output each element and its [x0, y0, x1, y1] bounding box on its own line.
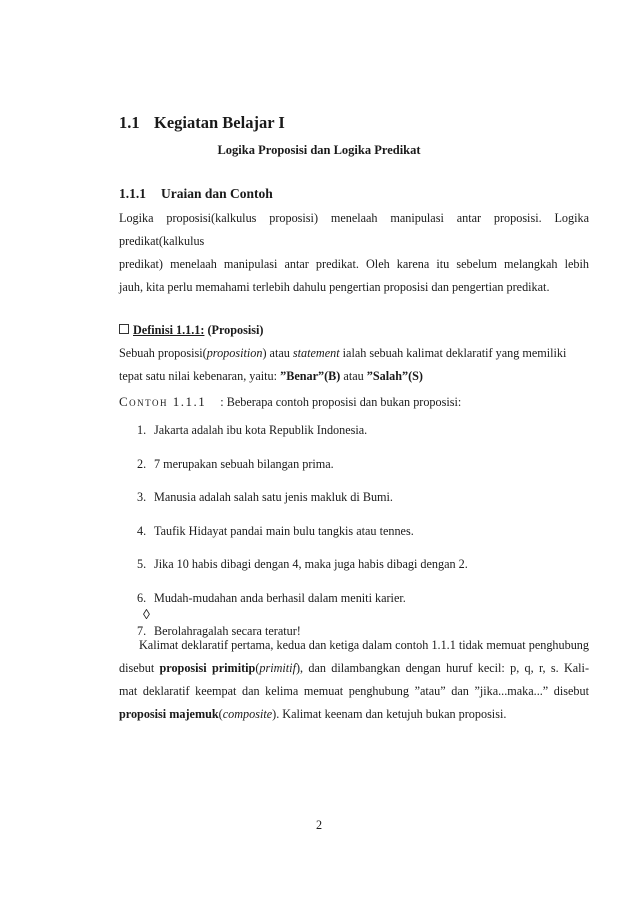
explanation-line: [119, 703, 589, 726]
definition-name: (Proposisi): [207, 323, 264, 337]
text: tepat satu nilai kebenaran, yaitu:: [119, 369, 281, 383]
intro-line: predikat) menelaah manipulasi antar predikat. Oleh karena itu sebelum melangkah lebih: [119, 257, 589, 271]
subsection-title: Uraian dan Contoh: [161, 186, 273, 201]
explanation-line: [119, 634, 589, 657]
section-title: Kegiatan Belajar I: [154, 113, 285, 132]
term-primitive: proposisi primitip: [159, 661, 256, 675]
term-statement: statement: [292, 346, 340, 360]
list-number: 3.: [137, 490, 147, 504]
term-composite-en: composite: [222, 707, 273, 721]
explanation-line: mat deklaratif keempat dan kelima memuat penghubung ”atau” dan ”jika...maka...” disebut: [119, 684, 589, 698]
section-number: 1.1: [119, 113, 140, 132]
text: ialah sebuah kalimat deklaratif yang memiliki: [339, 346, 567, 360]
truth-value-true: ”Benar”(B): [280, 369, 341, 383]
text: Kalimat deklaratif pertama, kedua dan ketiga dalam contoh 1.1.1 tidak memuat penghubung: [139, 638, 589, 652]
list-text: Jika 10 habis dibagi dengan 4, maka juga habis dibagi dengan 2.: [154, 557, 468, 571]
intro-line: jauh, kita perlu memahami terlebih dahulu pengertian proposisi dan pengertian predikat.: [119, 280, 550, 294]
list-number: 6.: [137, 590, 147, 605]
list-text: Taufik Hidayat pandai main bulu tangkis atau tennes.: [154, 523, 414, 538]
list-item: [137, 587, 468, 621]
list-number: 1.: [137, 423, 147, 437]
text: (: [218, 707, 223, 721]
term-proposition: proposition: [206, 346, 263, 360]
list-number: 5.: [137, 557, 147, 571]
text: ). Kalimat keenam dan ketujuh bukan proposisi.: [272, 707, 507, 721]
list-text: Berolahragalah secara teratur!: [154, 624, 301, 638]
diamond-end-icon: ◊: [143, 608, 150, 623]
text: ), dan dilambangkan dengan huruf kecil: p, q, r, s. Kali-: [295, 661, 589, 675]
list-number: 2.: [137, 456, 147, 471]
page-number: 2: [315, 818, 323, 832]
intro-paragraph: [119, 207, 589, 299]
definition-line: [119, 342, 589, 365]
text: atau: [340, 369, 367, 383]
list-text: Manusia adalah salah satu jenis makluk di Bumi.: [154, 490, 393, 504]
explanation-line: [119, 657, 589, 680]
definition-heading: [119, 319, 589, 342]
intro-line: Logika proposisi(kalkulus proposisi) menelaah manipulasi antar proposisi. Logika predikat(kalkulus: [119, 211, 589, 248]
list-item: [137, 486, 468, 520]
subsection-heading: [119, 186, 273, 202]
text: (: [255, 661, 260, 675]
list-text: Mudah-mudahan anda berhasil dalam meniti karier.: [154, 590, 406, 605]
term-primitif: primitif: [259, 661, 296, 675]
list-text: Jakarta adalah ibu kota Republik Indonesia.: [154, 423, 368, 437]
subsection-number: 1.1.1: [119, 186, 146, 201]
example-heading: [119, 394, 461, 410]
example-list: [137, 419, 468, 654]
list-text: 7 merupakan sebuah bilangan prima.: [154, 456, 334, 471]
example-label: Contoh 1.1.1: [119, 394, 207, 409]
truth-value-false: ”Salah”(S): [366, 369, 423, 383]
section-heading: [119, 113, 285, 133]
list-item: [137, 453, 468, 487]
list-item: [137, 553, 468, 587]
example-intro: : Beberapa contoh proposisi dan bukan proposisi:: [220, 395, 462, 409]
list-item: [137, 520, 468, 554]
text: disebut: [119, 661, 160, 675]
checkbox-square-icon: [119, 324, 129, 334]
term-composite: proposisi majemuk: [119, 707, 219, 721]
list-number: 7.: [137, 624, 147, 638]
definition-label: Definisi 1.1.1:: [133, 323, 205, 337]
document-subtitle: Logika Proposisi dan Logika Predikat: [217, 143, 421, 157]
explanation-paragraph: [119, 634, 589, 726]
text: Sebuah proposisi(: [119, 346, 207, 360]
text: ) atau: [262, 346, 293, 360]
list-number: 4.: [137, 523, 147, 538]
definition-block: [119, 319, 589, 388]
definition-line: [119, 365, 589, 388]
list-item: [137, 419, 468, 453]
